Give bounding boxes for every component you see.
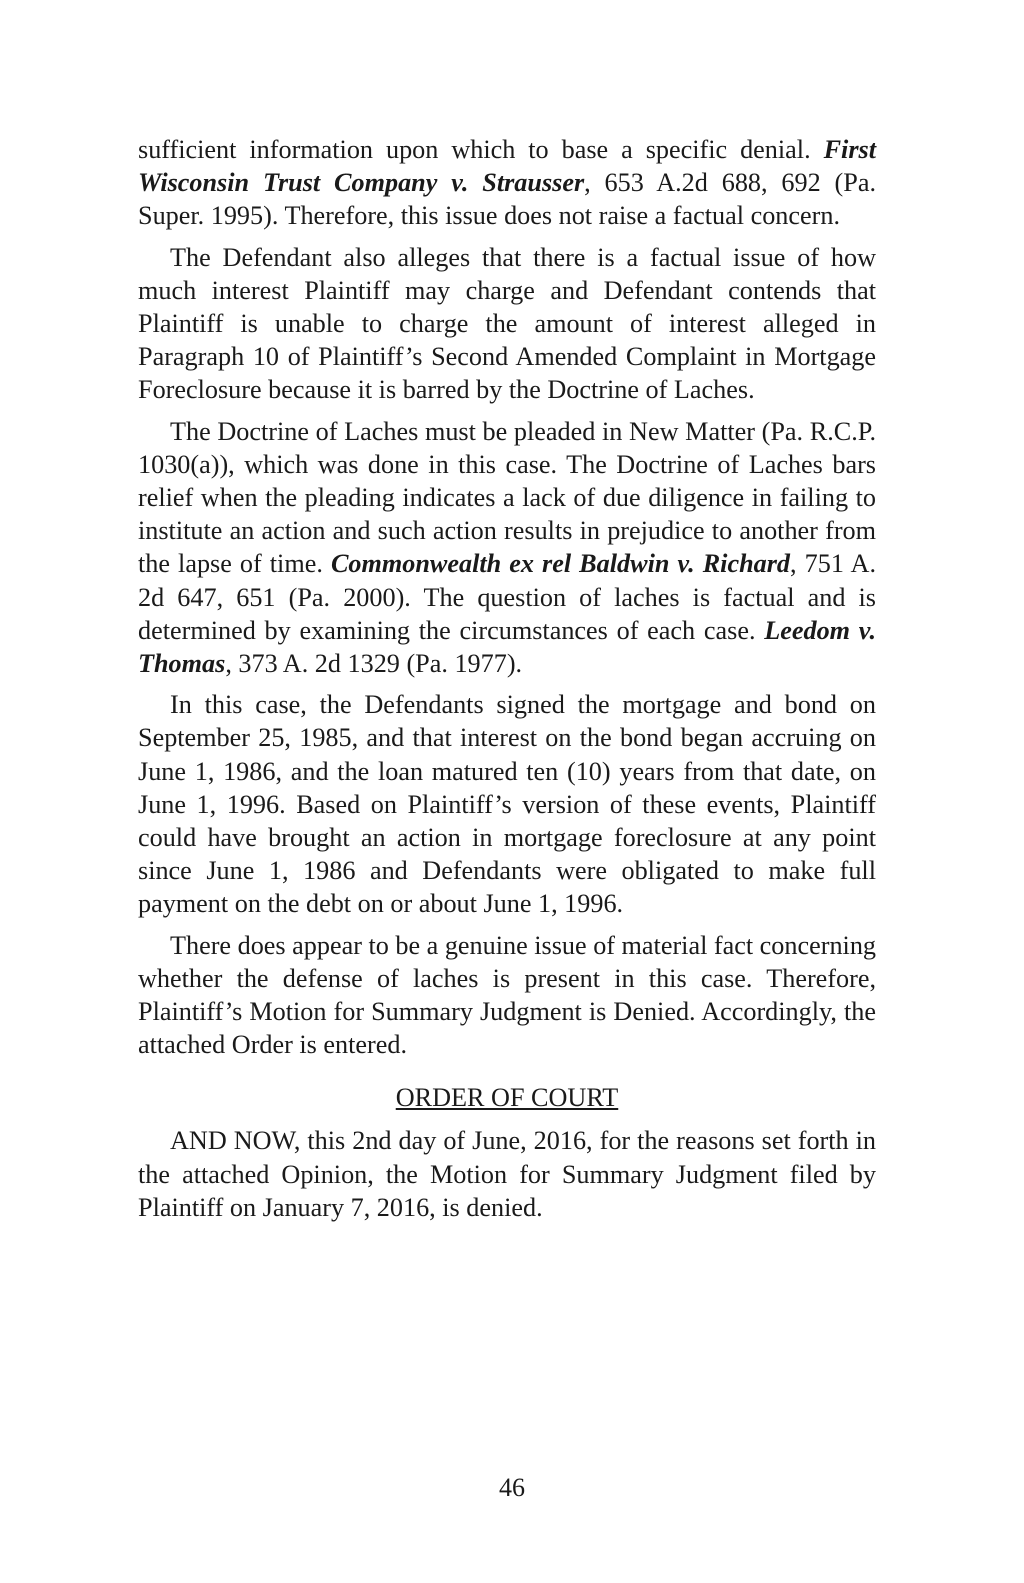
paragraph-text: , 751 A. 2d 647, 651 (Pa. 2000). The question of laches is factual and is determined by examining the circumstances of each case.	[138, 549, 876, 645]
case-citation-leedom: Leedom v. Thomas	[138, 615, 876, 679]
paragraph-interest-issue	[138, 241, 876, 407]
paragraph-text: In this case, the Defendants signed the mortgage and bond on September 25, 1985, and that interest on the bond began accruing on June 1, 1986, and the loan matured ten (10) years from that date, on June 1, 1996. Based on Plaintiff’s version of these events, Plaintiff could have brought an action in mortgage foreclosure at any point since June 1, 1986 and Defendants were obligated to make full payment on the debt on or about June 1, 1996.	[138, 690, 876, 919]
paragraph-text: The Doctrine of Laches must be pleaded in New Matter (Pa. R.C.P. 1030(a)), which was done in this case. The Doctrine of Laches bars relief when the pleading indicates a lack of due diligence in failing to institute an action and such action results in prejudice to another from the lapse of time.	[138, 416, 876, 579]
paragraph-text: sufficient information upon which to base a specific denial.	[138, 135, 824, 164]
case-citation-first-wisconsin: First Wisconsin Trust Company v. Strausser	[138, 135, 876, 198]
paragraph-conclusion	[138, 929, 876, 1062]
page-number: 46	[499, 1473, 525, 1502]
document-body	[138, 133, 876, 1232]
paragraph-text: , 373 A. 2d 1329 (Pa. 1977).	[225, 649, 523, 679]
order-paragraph	[138, 1124, 876, 1224]
paragraph-doctrine-of-laches	[138, 415, 876, 681]
paragraph-text: There does appear to be a genuine issue of material fact concerning whether the defense of laches is present in this case. Therefore, Plaintiff’s Motion for Summary Judgment is Denied. Accordingly, the attached Order is entered.	[138, 930, 877, 1060]
paragraph-denial-information	[138, 133, 876, 233]
paragraph-text: AND NOW, this 2nd day of June, 2016, for the reasons set forth in the attached Opinion, the Motion for Summary Judgment filed by Plaintiff on January 7, 2016, is denied.	[138, 1126, 876, 1222]
paragraph-text: , 653 A.2d 688, 692 (Pa. Super. 1995). Therefore, this issue does not raise a factual concern.	[138, 168, 876, 231]
case-citation-baldwin: Commonwealth ex rel Baldwin v. Richard	[330, 549, 791, 579]
paragraph-case-facts	[138, 688, 876, 920]
order-of-court-heading: ORDER OF COURT	[395, 1083, 619, 1113]
paragraph-text: The Defendant also alleges that there is a factual issue of how much interest Plaintiff may charge and Defendant contends that Plaintiff is unable to charge the amount of interest alleged in Paragraph 10 of Plaintiff’s Second Amended Complaint in Mortgage Foreclosure because it is barred by the Doctrine of Laches.	[138, 242, 876, 405]
